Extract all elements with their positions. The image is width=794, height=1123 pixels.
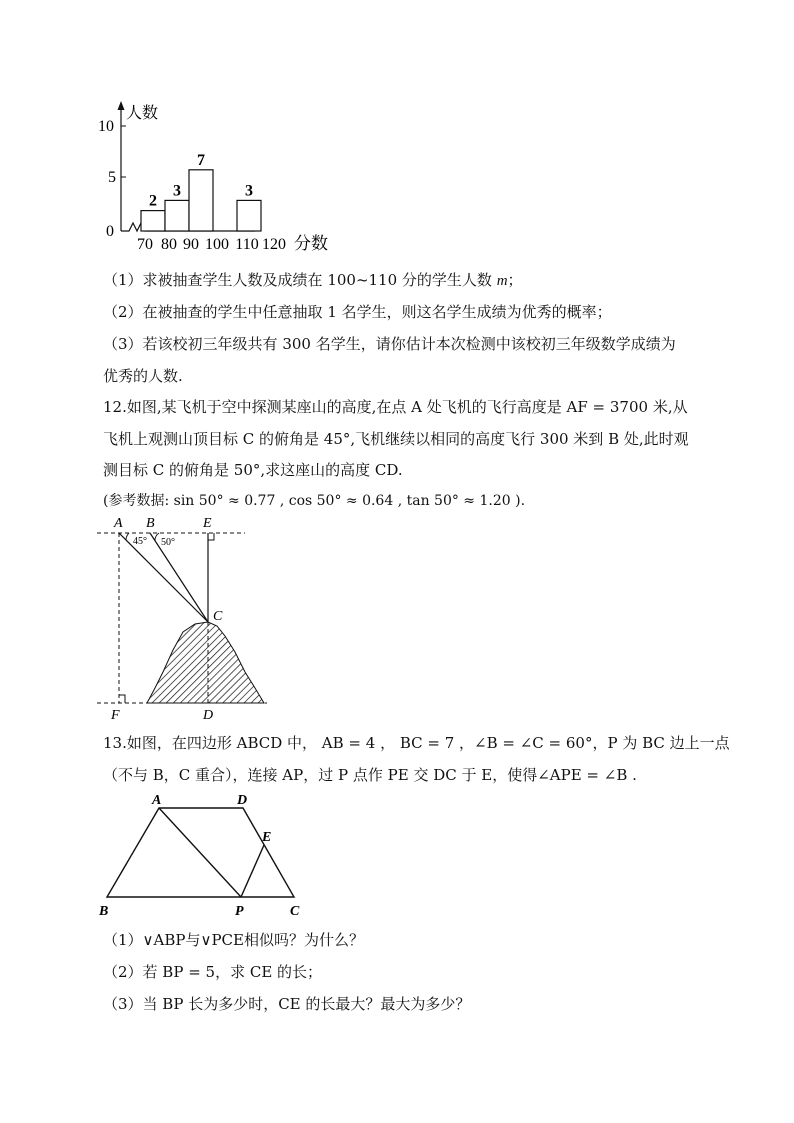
x-tick-label-110: 110 xyxy=(235,236,259,253)
q13-item-2: （2）若 BP = 5，求 CE 的长； xyxy=(103,963,323,981)
q11-item-1 xyxy=(103,270,523,291)
x-tick-label-70: 70 xyxy=(137,236,153,253)
q11-item-1-text: 求被抽查学生人数及成绩在 100~110 分的学生人数 xyxy=(142,271,497,289)
q11-item-3-cont: 优秀的人数. xyxy=(103,367,183,385)
q13-item-3: （3）当 BP 长为多少时，CE 的长最大？最大为多少？ xyxy=(103,995,471,1013)
q11-item-1-end: ； xyxy=(507,271,523,289)
x-tick-label-90: 90 xyxy=(183,236,199,253)
data-label-110-120: 3 xyxy=(245,182,253,200)
angle-arc-45 xyxy=(126,533,129,540)
histogram-chart xyxy=(95,95,355,255)
label-P: P xyxy=(235,904,244,919)
q12-line-1: 12.如图,某飞机于空中探测某座山的高度,在点 A 处飞机的飞行高度是 AF = 3700 米,从 xyxy=(103,398,688,416)
y-tick-label-0: 0 xyxy=(106,223,114,240)
q12-line-3: 测目标 C 的俯角是 50°,求这座山的高度 CD. xyxy=(103,461,403,479)
bar-90-100 xyxy=(189,170,213,231)
label-B: B xyxy=(146,516,155,531)
bar-80-90 xyxy=(165,200,189,231)
data-label-80-90: 3 xyxy=(173,182,181,200)
label-F: F xyxy=(111,708,120,723)
q13-item-1: （1）∨ABP与∨PCE相似吗？为什么？ xyxy=(103,931,364,949)
q11-item-3-text: 若该校初三年级共有 300 名学生，请你估计本次检测中该校初三年级数学成绩为 xyxy=(142,335,676,353)
label-C: C xyxy=(290,904,300,919)
q11-item-1-var: m xyxy=(496,273,508,289)
angle-label-45: 45° xyxy=(133,536,147,547)
q11-item-2-num: （2） xyxy=(103,303,143,321)
data-label-90-100: 7 xyxy=(197,151,205,169)
label-A: A xyxy=(114,516,123,531)
x-axis-label: 分数 xyxy=(294,234,328,253)
quadrilateral-figure xyxy=(95,790,315,920)
label-C: C xyxy=(213,609,223,624)
line-BC xyxy=(150,533,208,622)
label-D: D xyxy=(237,793,248,808)
x-tick-label-80: 80 xyxy=(161,236,177,253)
q11-item-1-num: （1） xyxy=(103,271,143,289)
q11-item-2 xyxy=(103,302,612,322)
q13-line-2: （不与 B，C 重合），连接 AP，过 P 点作 PE 交 DC 于 E，使得∠APE = ∠B . xyxy=(103,766,637,784)
x-tick-label-120: 120 xyxy=(262,236,286,253)
y-axis-label: 人数 xyxy=(126,105,159,122)
q12-reference-data: (参考数据: sin 50° ≈ 0.77 , cos 50° ≈ 0.64 , tan 50° ≈ 1.20 ). xyxy=(103,493,526,509)
bar-110-120 xyxy=(237,200,261,231)
segment-PE xyxy=(241,845,264,897)
label-D: D xyxy=(203,708,214,723)
y-tick-label-5: 5 xyxy=(108,169,116,186)
mountain xyxy=(147,622,264,703)
q11-item-3 xyxy=(103,334,676,354)
x-tick-label-100: 100 xyxy=(205,236,229,253)
angle-arc-50 xyxy=(155,533,159,541)
angle-label-50: 50° xyxy=(161,537,175,548)
q11-item-3-num: （3） xyxy=(103,335,143,353)
q11-item-2-text: 在被抽查的学生中任意抽取 1 名学生，则这名学生成绩为优秀的概率； xyxy=(142,303,612,321)
segment-AP xyxy=(159,808,241,897)
mountain-figure xyxy=(95,512,280,724)
label-A: A xyxy=(152,793,162,808)
q12-line-2: 飞机上观测山顶目标 C 的俯角是 45°,飞机继续以相同的高度飞行 300 米到 B 处,此时观 xyxy=(103,430,689,448)
q13-line-1: 13.如图，在四边形 ABCD 中， AB = 4 ， BC = 7 ，∠B = ∠C = 60°，P 为 BC 边上一点 xyxy=(103,734,730,752)
label-B: B xyxy=(99,904,109,919)
label-E: E xyxy=(203,516,212,531)
bar-70-80 xyxy=(141,211,165,231)
label-E: E xyxy=(262,830,272,845)
right-angle-E xyxy=(208,533,214,540)
y-axis-arrow xyxy=(118,101,125,110)
y-tick-label-10: 10 xyxy=(98,118,114,135)
right-angle-F xyxy=(119,695,125,703)
data-label-70-80: 2 xyxy=(149,192,157,210)
